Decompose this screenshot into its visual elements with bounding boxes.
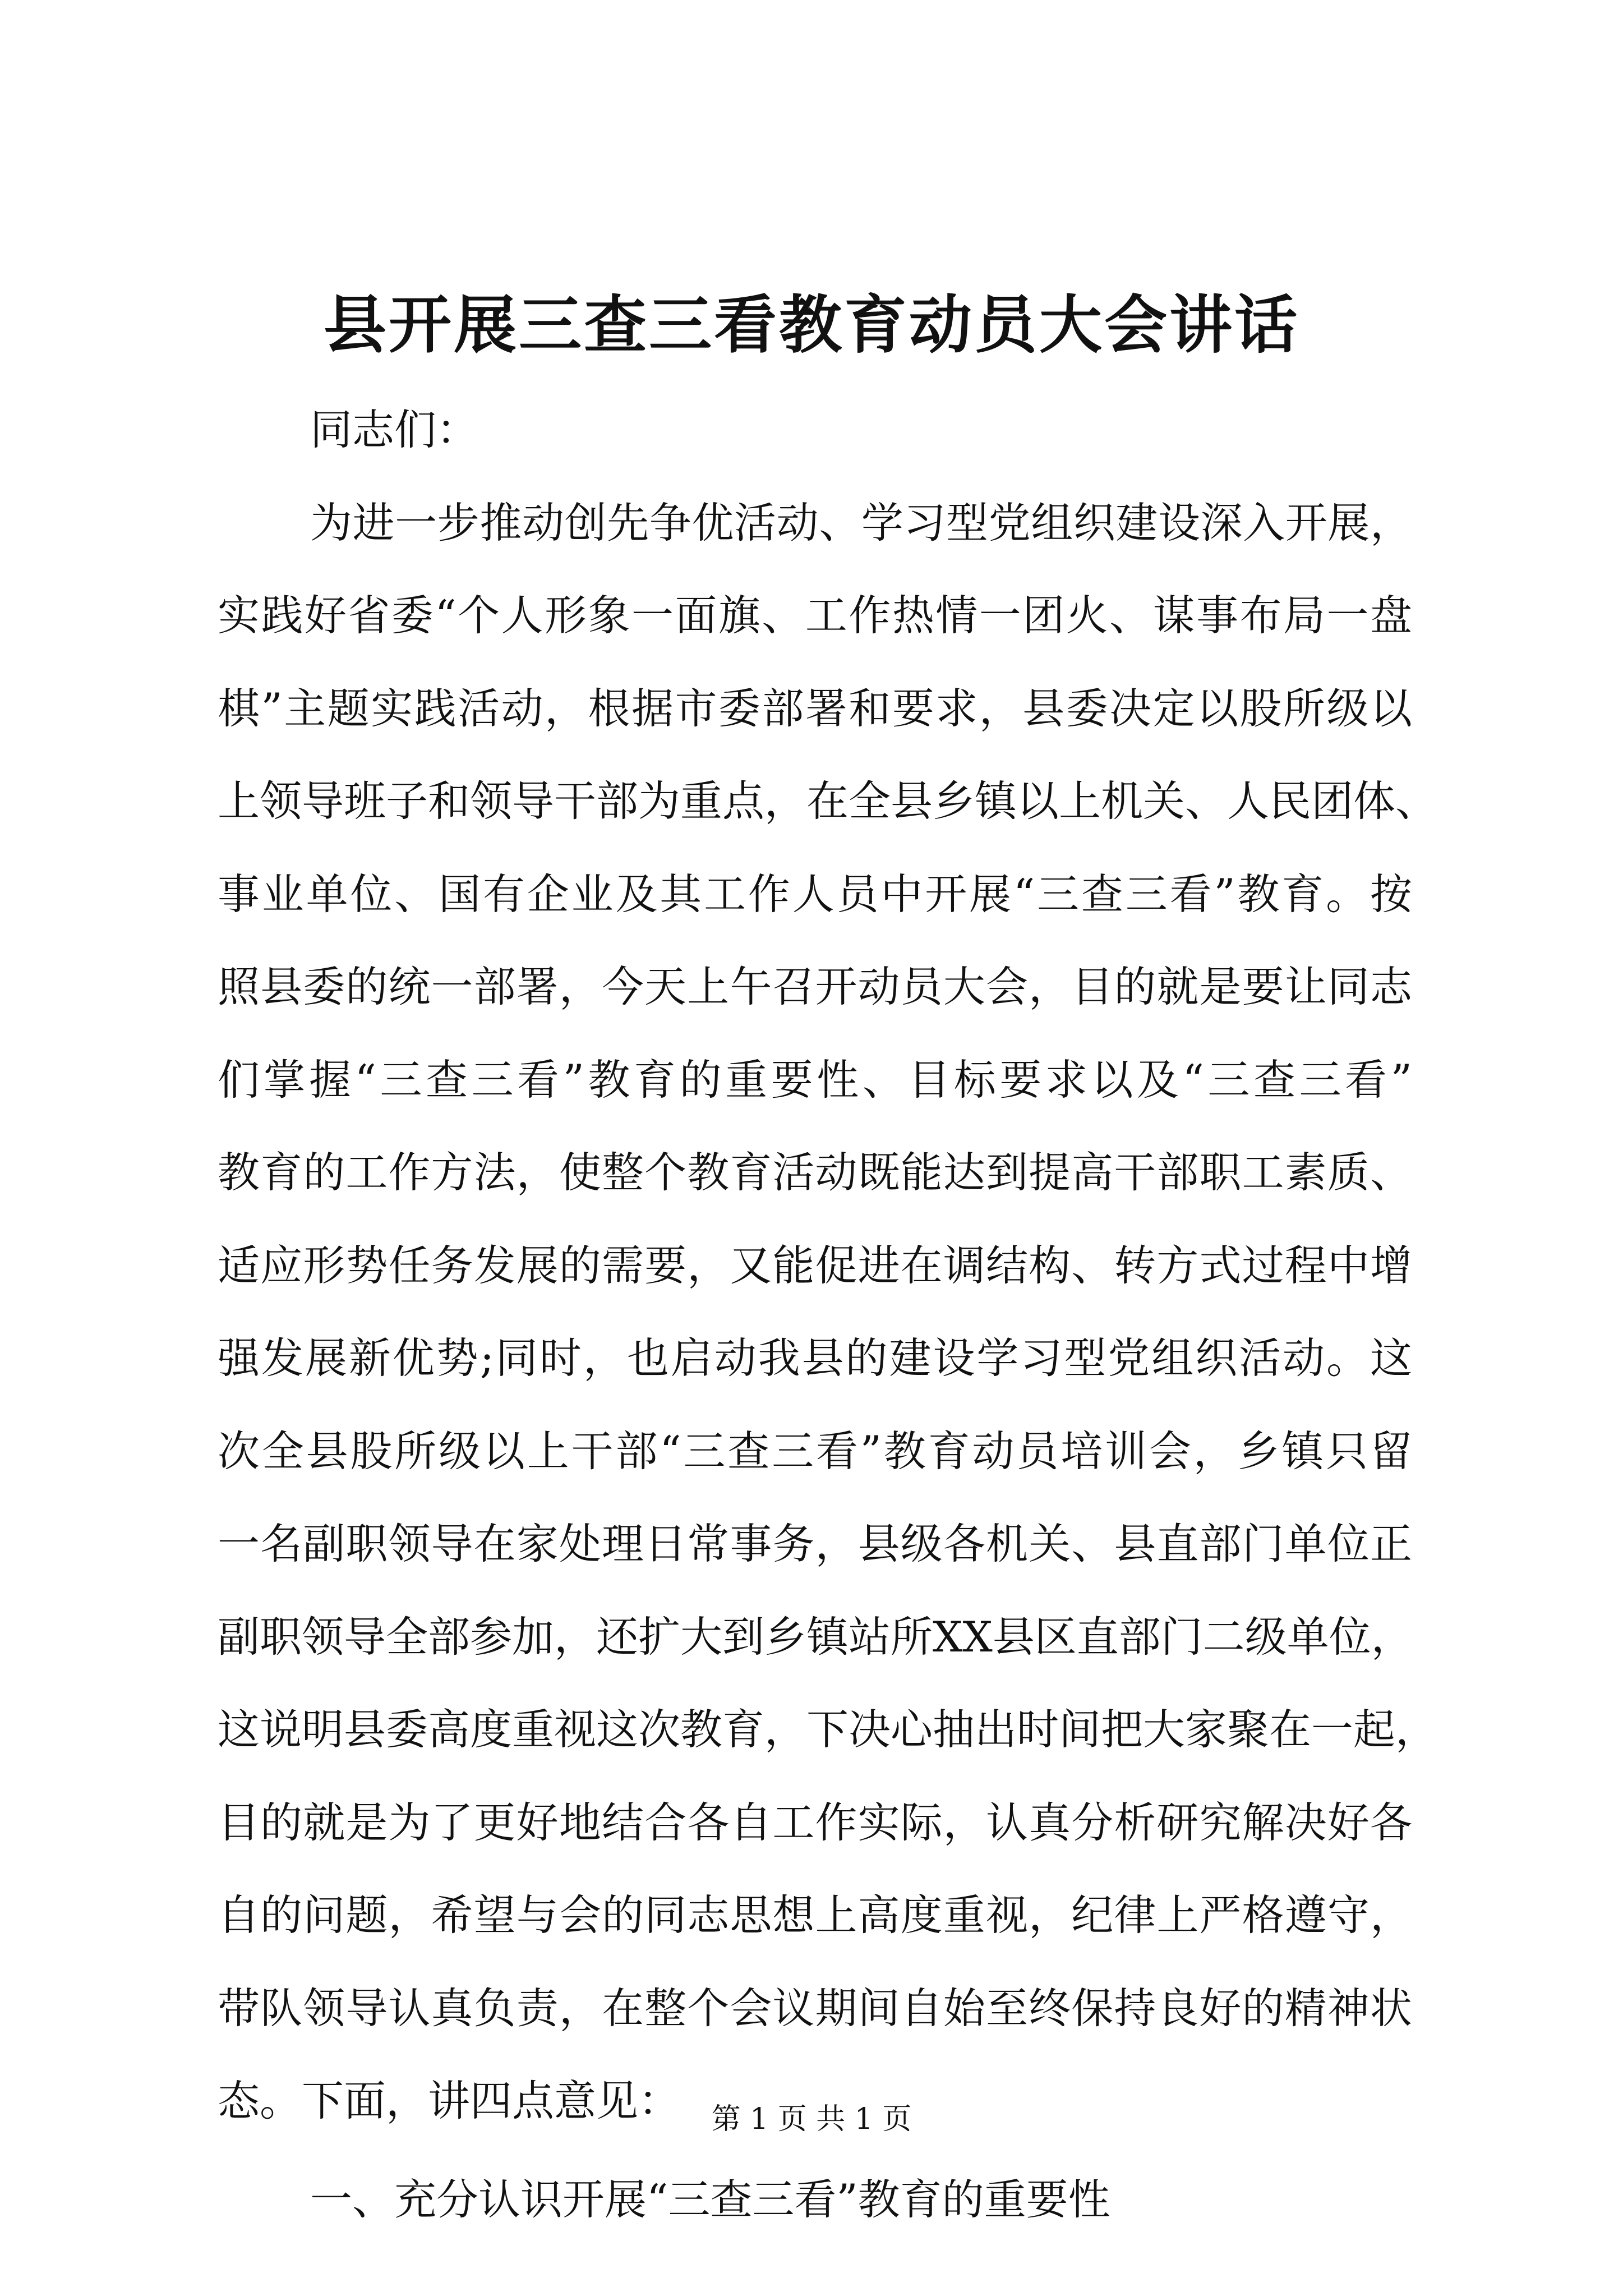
paragraph-line: 一名副职领导在家处理日常事务，县级各机关、县直部门单位正 [218,1519,1412,1568]
paragraph-line: 次全县股所级以上干部“三查三看”教育动员培训会，乡镇只留 [218,1426,1412,1476]
paragraph-line: 事业单位、国有企业及其工作人员中开展“三查三看”教育。按 [218,869,1412,919]
paragraph-line: 适应形势任务发展的需要，又能促进在调结构、转方式过程中增 [218,1240,1412,1290]
paragraph-line: 自的问题，希望与会的同志思想上高度重视，纪律上严格遵守， [218,1890,1412,1940]
paragraph-line: 带队领导认真负责，在整个会议期间自始至终保持良好的精神状 [218,1983,1412,2033]
salutation: 同志们： [310,405,479,454]
document-body [218,384,1438,2246]
paragraph-line: 上领导班子和领导干部为重点，在全县乡镇以上机关、人民团体、 [218,776,1438,826]
paragraph-line: 目的就是为了更好地结合各自工作实际，认真分析研究解决好各 [218,1797,1412,1847]
body-paragraph [218,477,1438,2148]
paragraph-line: 教育的工作方法，使整个教育活动既能达到提高干部职工素质、 [218,1148,1412,1197]
paragraph-line: 们掌握“三查三看”教育的重要性、目标要求以及“三查三看” [218,1055,1412,1105]
paragraph-line: 照县委的统一部署，今天上午召开动员大会，目的就是要让同志 [218,962,1412,1011]
paragraph-line: 为进一步推动创先争优活动、学习型党组织建设深入开展， [310,498,1412,547]
paragraph-line: 强发展新优势;同时，也启动我县的建设学习型党组织活动。这 [218,1333,1412,1383]
document-title: 县开展三查三看教育动员大会讲话 [324,288,1299,362]
paragraph-line: 这说明县委高度重视这次教育，下决心抽出时间把大家聚在一起， [218,1705,1438,1754]
page-footer: 第 1 页 共 1 页 [711,2102,912,2136]
paragraph-line: 实践好省委“个人形象一面旗、工作热情一团火、谋事布局一盘 [218,591,1412,640]
paragraph-line: 棋”主题实践活动，根据市委部署和要求，县委决定以股所级以 [218,683,1412,733]
paragraph-line: 态。下面，讲四点意见： [218,2076,681,2125]
section-heading: 一、充分认识开展“三查三看”教育的重要性 [310,2174,1110,2224]
paragraph-line: 副职领导全部参加，还扩大到乡镇站所XX县区直部门二级单位， [218,1612,1413,1662]
